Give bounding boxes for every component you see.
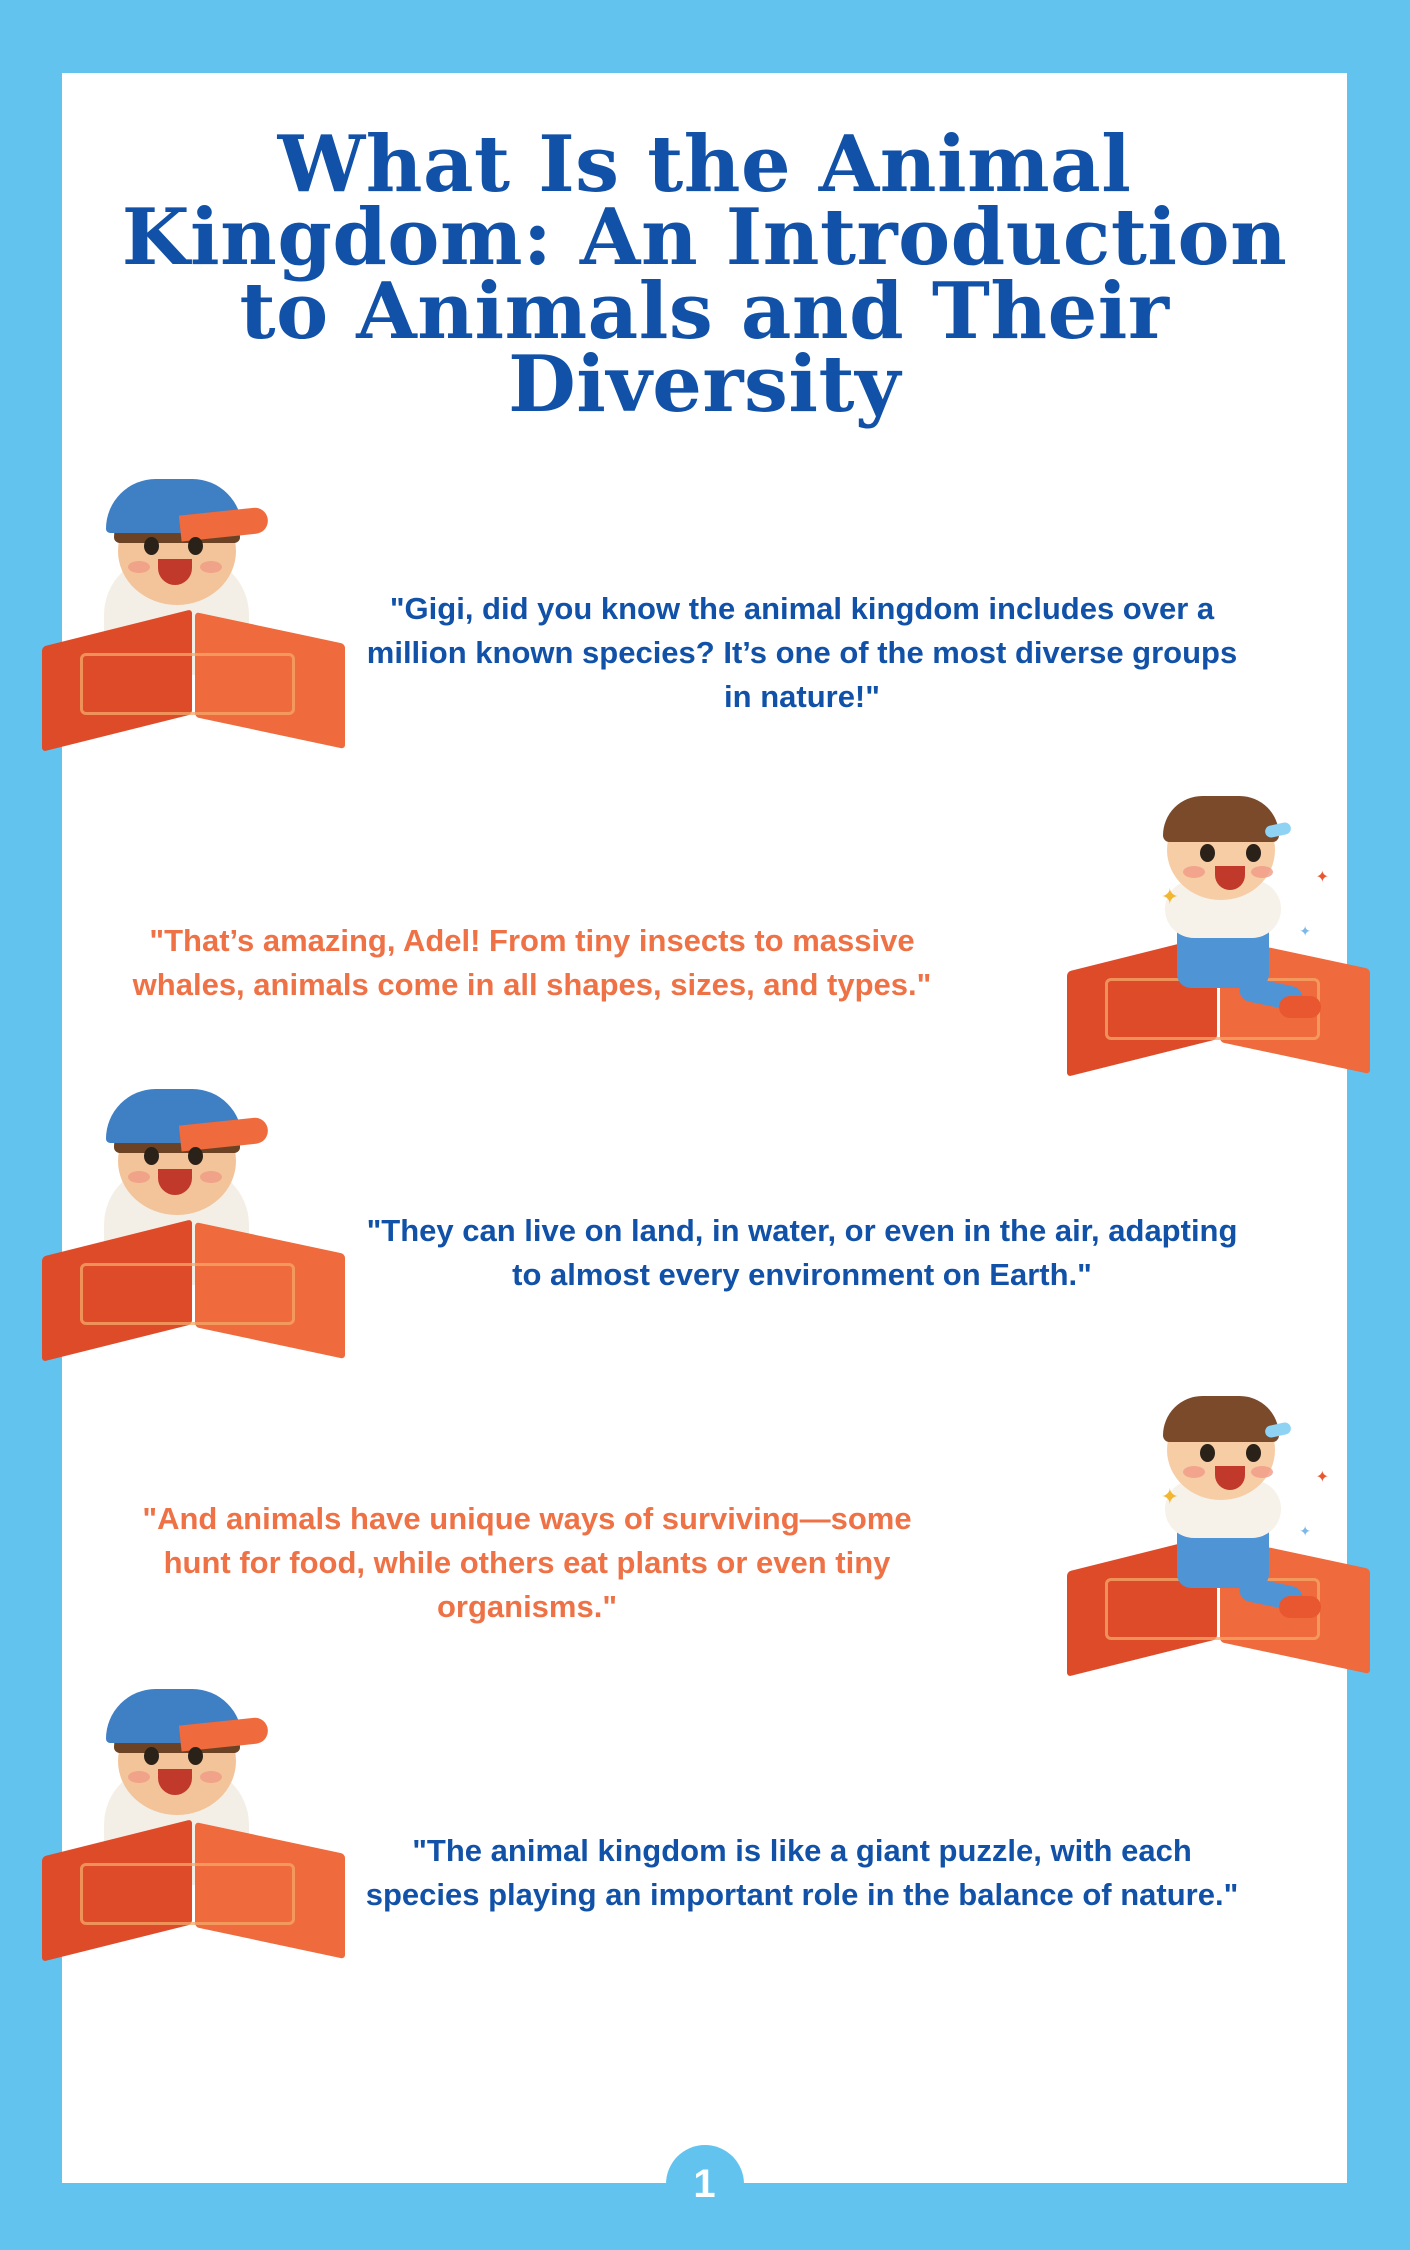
girl-on-book-illustration: ✦ ✦ ✦ — [1087, 828, 1347, 1058]
speech-text: "Gigi, did you know the animal kingdom includes over a million known species? It’s one of the most diverse groups in nature!" — [366, 590, 1238, 714]
page-number-container — [62, 2145, 1347, 2223]
speech-text: "That’s amazing, Adel! From tiny insects to massive whales, animals come in all shapes, sizes, and types." — [132, 922, 932, 1002]
boy-with-book-illustration — [62, 1713, 322, 1943]
open-book-icon — [62, 618, 327, 733]
speech-text: "They can live on land, in water, or even in the air, adapting to almost every environment on Earth." — [366, 1212, 1238, 1292]
girl-on-book-illustration: ✦ ✦ ✦ — [1087, 1428, 1347, 1658]
page-number-badge: 1 — [666, 2145, 744, 2223]
boy-with-book-illustration — [62, 1113, 322, 1343]
page-title: What Is the Animal Kingdom: An Introduction to Animals and Their Diversity — [121, 119, 1288, 430]
content-sheet — [62, 73, 1347, 2206]
open-book-icon — [62, 1828, 327, 1943]
speech-text: "And animals have unique ways of surviving—some hunt for food, while others eat plants or even tiny organisms." — [142, 1500, 912, 1624]
speech-text: "The animal kingdom is like a giant puzzle, with each species playing an important role in the balance of nature." — [365, 1832, 1239, 1912]
boy-with-book-illustration — [62, 503, 322, 733]
open-book-icon — [62, 1228, 327, 1343]
